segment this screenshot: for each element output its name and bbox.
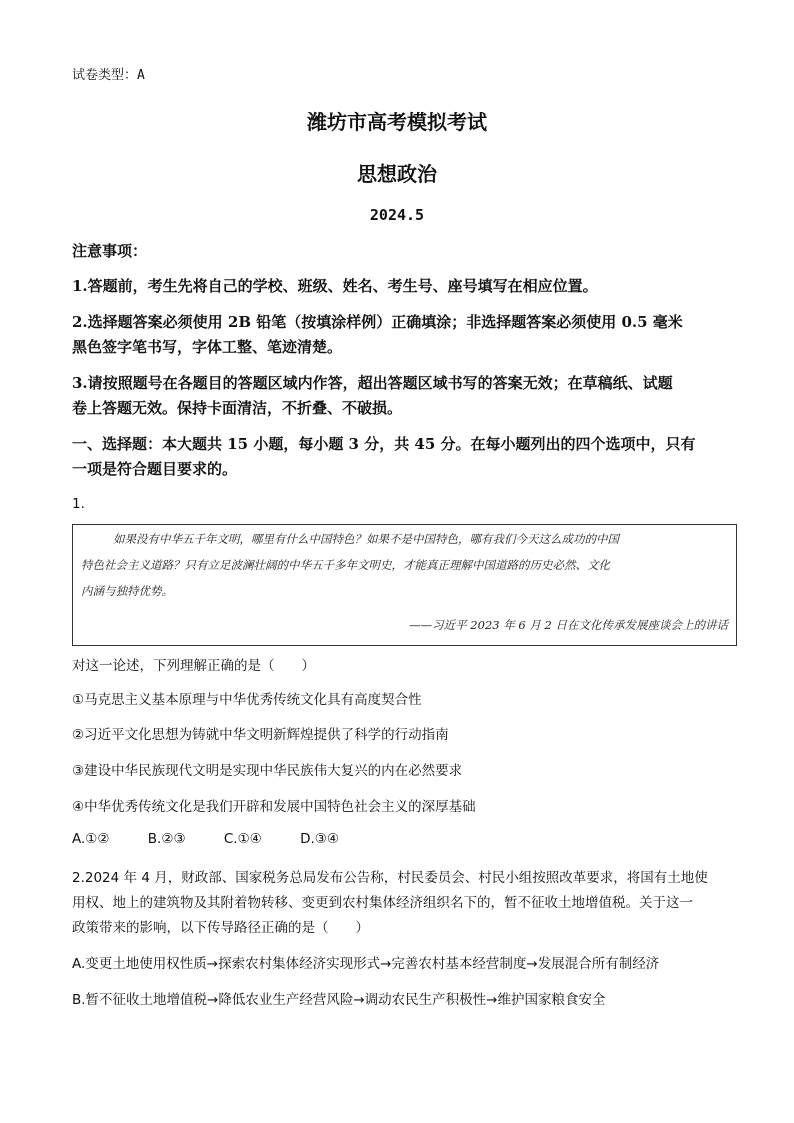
option-a[interactable]: A.①② bbox=[72, 831, 110, 847]
exam-title: 潍坊市高考模拟考试 bbox=[307, 110, 487, 134]
exam-type: 试卷类型：A bbox=[72, 68, 145, 83]
question-2-stem-line2: 用权、地上的建筑物及其附着物转移、变更到农村集体经济组织名下的，暂不征收土地增值税。关于这一 bbox=[72, 895, 693, 911]
note-item-2-line2: 黑色签字笔书写，字体工整、笔迹清楚。 bbox=[72, 338, 343, 356]
quote-source: ——习近平 2023 年 6 月 2 日在文化传承发展座谈会上的讲话 bbox=[409, 618, 728, 632]
note-item-1: 1.答题前，考生先将自己的学校、班级、姓名、考生号、座号填写在相应位置。 bbox=[72, 277, 598, 295]
question-2-option-b[interactable]: B.暂不征收土地增值税→降低农业生产经营风险→调动农民生产积极性→维护国家粮食安全 bbox=[72, 992, 606, 1008]
quote-box bbox=[72, 524, 737, 646]
quote-line-3: 内涵与独特优势。 bbox=[81, 584, 173, 598]
option-c[interactable]: C.①④ bbox=[223, 831, 262, 847]
quote-line-2: 特色社会主义道路？只有立足波澜壮阔的中华五千多年文明史，才能真正理解中国道路的历史必然、文化 bbox=[81, 558, 610, 572]
question-1-number: 1. bbox=[72, 496, 85, 512]
question-2-stem-line1: 2.2024 年 4 月，财政部、国家税务总局发布公告称，村民委员会、村民小组按照改革要求，将国有土地使 bbox=[72, 870, 708, 886]
question-2-stem-line3: 政策带来的影响，以下传导路径正确的是（ ） bbox=[72, 920, 369, 936]
option-b[interactable]: B.②③ bbox=[147, 831, 186, 847]
note-item-3-line1: 3.请按照题号在各题目的答题区域内作答，超出答题区域书写的答案无效；在草稿纸、试题 bbox=[72, 374, 673, 392]
statement-2: ②习近平文化思想为铸就中华文明新辉煌提供了科学的行动指南 bbox=[72, 727, 449, 743]
quote-line-1: 如果没有中华五千年文明，哪里有什么中国特色？如果不是中国特色，哪有我们今天这么成功的中国 bbox=[113, 532, 619, 546]
question-2-option-a[interactable]: A.变更土地使用权性质→探索农村集体经济实现形式→完善农村基本经营制度→发展混合所有制经济 bbox=[72, 956, 660, 972]
statement-1: ①马克思主义基本原理与中华优秀传统文化具有高度契合性 bbox=[72, 692, 422, 708]
question-1-stem: 对这一论述，下列理解正确的是（ ） bbox=[72, 658, 315, 674]
statement-3: ③建设中华民族现代文明是实现中华民族伟大复兴的内在必然要求 bbox=[72, 763, 463, 779]
note-item-3-line2: 卷上答题无效。保持卡面清洁，不折叠、不破损。 bbox=[72, 399, 403, 417]
statement-4: ④中华优秀传统文化是我们开辟和发展中国特色社会主义的深厚基础 bbox=[72, 799, 476, 815]
question-1-options bbox=[72, 831, 373, 847]
notes-heading: 注意事项： bbox=[72, 242, 148, 260]
note-item-2-line1: 2.选择题答案必须使用 2B 铅笔（按填涂样例）正确填涂；非选择题答案必须使用 0.5 毫米 bbox=[72, 313, 683, 331]
section-heading-line2: 一项是符合题目要求的。 bbox=[72, 460, 238, 478]
subject-title: 思想政治 bbox=[357, 162, 437, 186]
option-d[interactable]: D.③④ bbox=[300, 831, 339, 847]
section-heading-line1: 一、选择题：本大题共 15 小题，每小题 3 分，共 45 分。在每小题列出的四个选项中，只有 bbox=[72, 435, 696, 453]
exam-date: 2024.5 bbox=[369, 206, 425, 224]
